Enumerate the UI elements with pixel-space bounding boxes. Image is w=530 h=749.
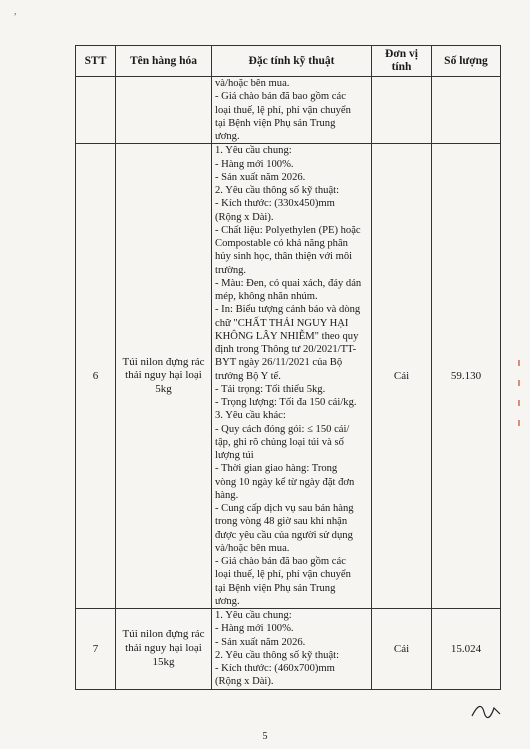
spec-line: vòng 10 ngày kể từ ngày đặt đơn [215,476,355,488]
spec-line: - Sản xuất năm 2026. [215,171,306,183]
spec-line: ương. [215,595,240,607]
spec-line: Compostable có khả năng phân [215,238,348,249]
spec-line: 1. Yêu cầu chung: [215,145,292,157]
spec-line: mép, không nhăn nhúm. [215,291,318,302]
cell-name: Túi nilon đựng rác thải nguy hại loại 5kg [116,144,212,609]
table-row [76,144,501,609]
spec-line: - Giá chào bán đã bao gồm các [215,556,346,567]
spec-line: (Rộng x Dài). [215,211,274,223]
spec-line: trường. [215,264,247,276]
cell-unit: Cái [372,144,432,609]
cell-stt [76,77,116,144]
spec-line: - Hàng mới 100%. [215,158,294,170]
spec-line: lượng túi [215,450,254,461]
spec-line: trong vòng 48 giờ sau khi nhận [215,516,348,528]
cell-qty [432,77,501,144]
spec-line: - Hàng mới 100%. [215,623,294,635]
scan-corner-mark: , [14,6,17,17]
spec-line: hủy sinh học, thân thiện với môi [215,251,353,263]
spec-line: và/hoặc bên mua. [215,542,290,554]
cell-unit [372,77,432,144]
spec-line: hàng. [215,489,239,501]
table-row [76,77,501,144]
spec-line: được yêu cầu của người sử dụng [215,529,353,541]
spec-line: loại thuế, lệ phí, phí vận chuyển [215,569,351,581]
spec-line: - Trọng lượng: Tối đa 150 cái/kg. [215,397,357,408]
cell-stt: 6 [76,144,116,609]
specification-table [75,45,501,690]
header-qty: Số lượng [432,46,501,77]
spec-line: tại Bệnh viện Phụ sản Trung [215,117,336,129]
spec-line: KHÔNG LÂY NHIỄM" theo quy [215,330,359,342]
spec-line: - Quy cách đóng gói: ≤ 150 cái/ [215,423,350,435]
spec-line: loại thuế, lệ phí, phí vận chuyển [215,104,351,116]
spec-line: 3. Yêu cầu khác: [215,410,286,422]
side-stamp-mark [515,360,523,470]
table-header-row [76,46,501,77]
cell-spec [212,144,372,609]
cell-stt: 7 [76,609,116,690]
cell-spec [212,77,372,144]
cell-name: Túi nilon đựng rác thải nguy hại loại 15kg [116,609,212,690]
spec-line: - Màu: Đen, có quai xách, đáy dán [215,277,362,289]
cell-unit: Cái [372,609,432,690]
spec-line: 2. Yêu cầu thông số kỹ thuật: [215,649,340,661]
header-stt: STT [76,46,116,77]
spec-line: (Rộng x Dài). [215,676,274,688]
header-spec: Đặc tính kỹ thuật [212,46,372,77]
initial-signature [470,700,502,722]
spec-line: tại Bệnh viện Phụ sản Trung [215,582,336,594]
cell-spec [212,609,372,690]
cell-qty: 59.130 [432,144,501,609]
spec-line: - Chất liệu: Polyethylen (PE) hoặc [215,224,361,236]
spec-line: tập, ghi rõ chủng loại túi và số [215,436,344,448]
spec-line: ương. [215,131,240,142]
header-unit: Đơn vị tính [372,46,432,77]
spec-line: 1. Yêu cầu chung: [215,610,292,621]
cell-name [116,77,212,144]
spec-line: - Giá chào bán đã bao gồm các [215,91,346,103]
spec-line: BYT ngày 26/11/2021 của Bộ [215,357,343,369]
spec-line: trưởng Bộ Y tế. [215,370,281,382]
spec-line: và/hoặc bên mua. [215,78,290,89]
spec-line: - Sản xuất năm 2026. [215,636,306,648]
cell-qty: 15.024 [432,609,501,690]
spec-line: - Cung cấp dịch vụ sau bán hàng [215,503,354,514]
spec-line: - Kích thước: (460x700)mm [215,663,335,674]
spec-line: định trong Thông tư 20/2021/TT- [215,344,357,355]
spec-line: - Kích thước: (330x450)mm [215,198,335,210]
page-number: 5 [262,731,268,742]
spec-line: 2. Yêu cầu thông số kỹ thuật: [215,185,340,196]
table-row [76,609,501,690]
header-name: Tên hàng hóa [116,46,212,77]
spec-line: chữ "CHẤT THẢI NGUY HẠI [215,317,349,329]
spec-line: - In: Biểu tượng cảnh báo và dòng [215,304,361,316]
spec-line: - Tải trọng: Tối thiểu 5kg. [215,383,326,395]
spec-line: - Thời gian giao hàng: Trong [215,463,338,475]
